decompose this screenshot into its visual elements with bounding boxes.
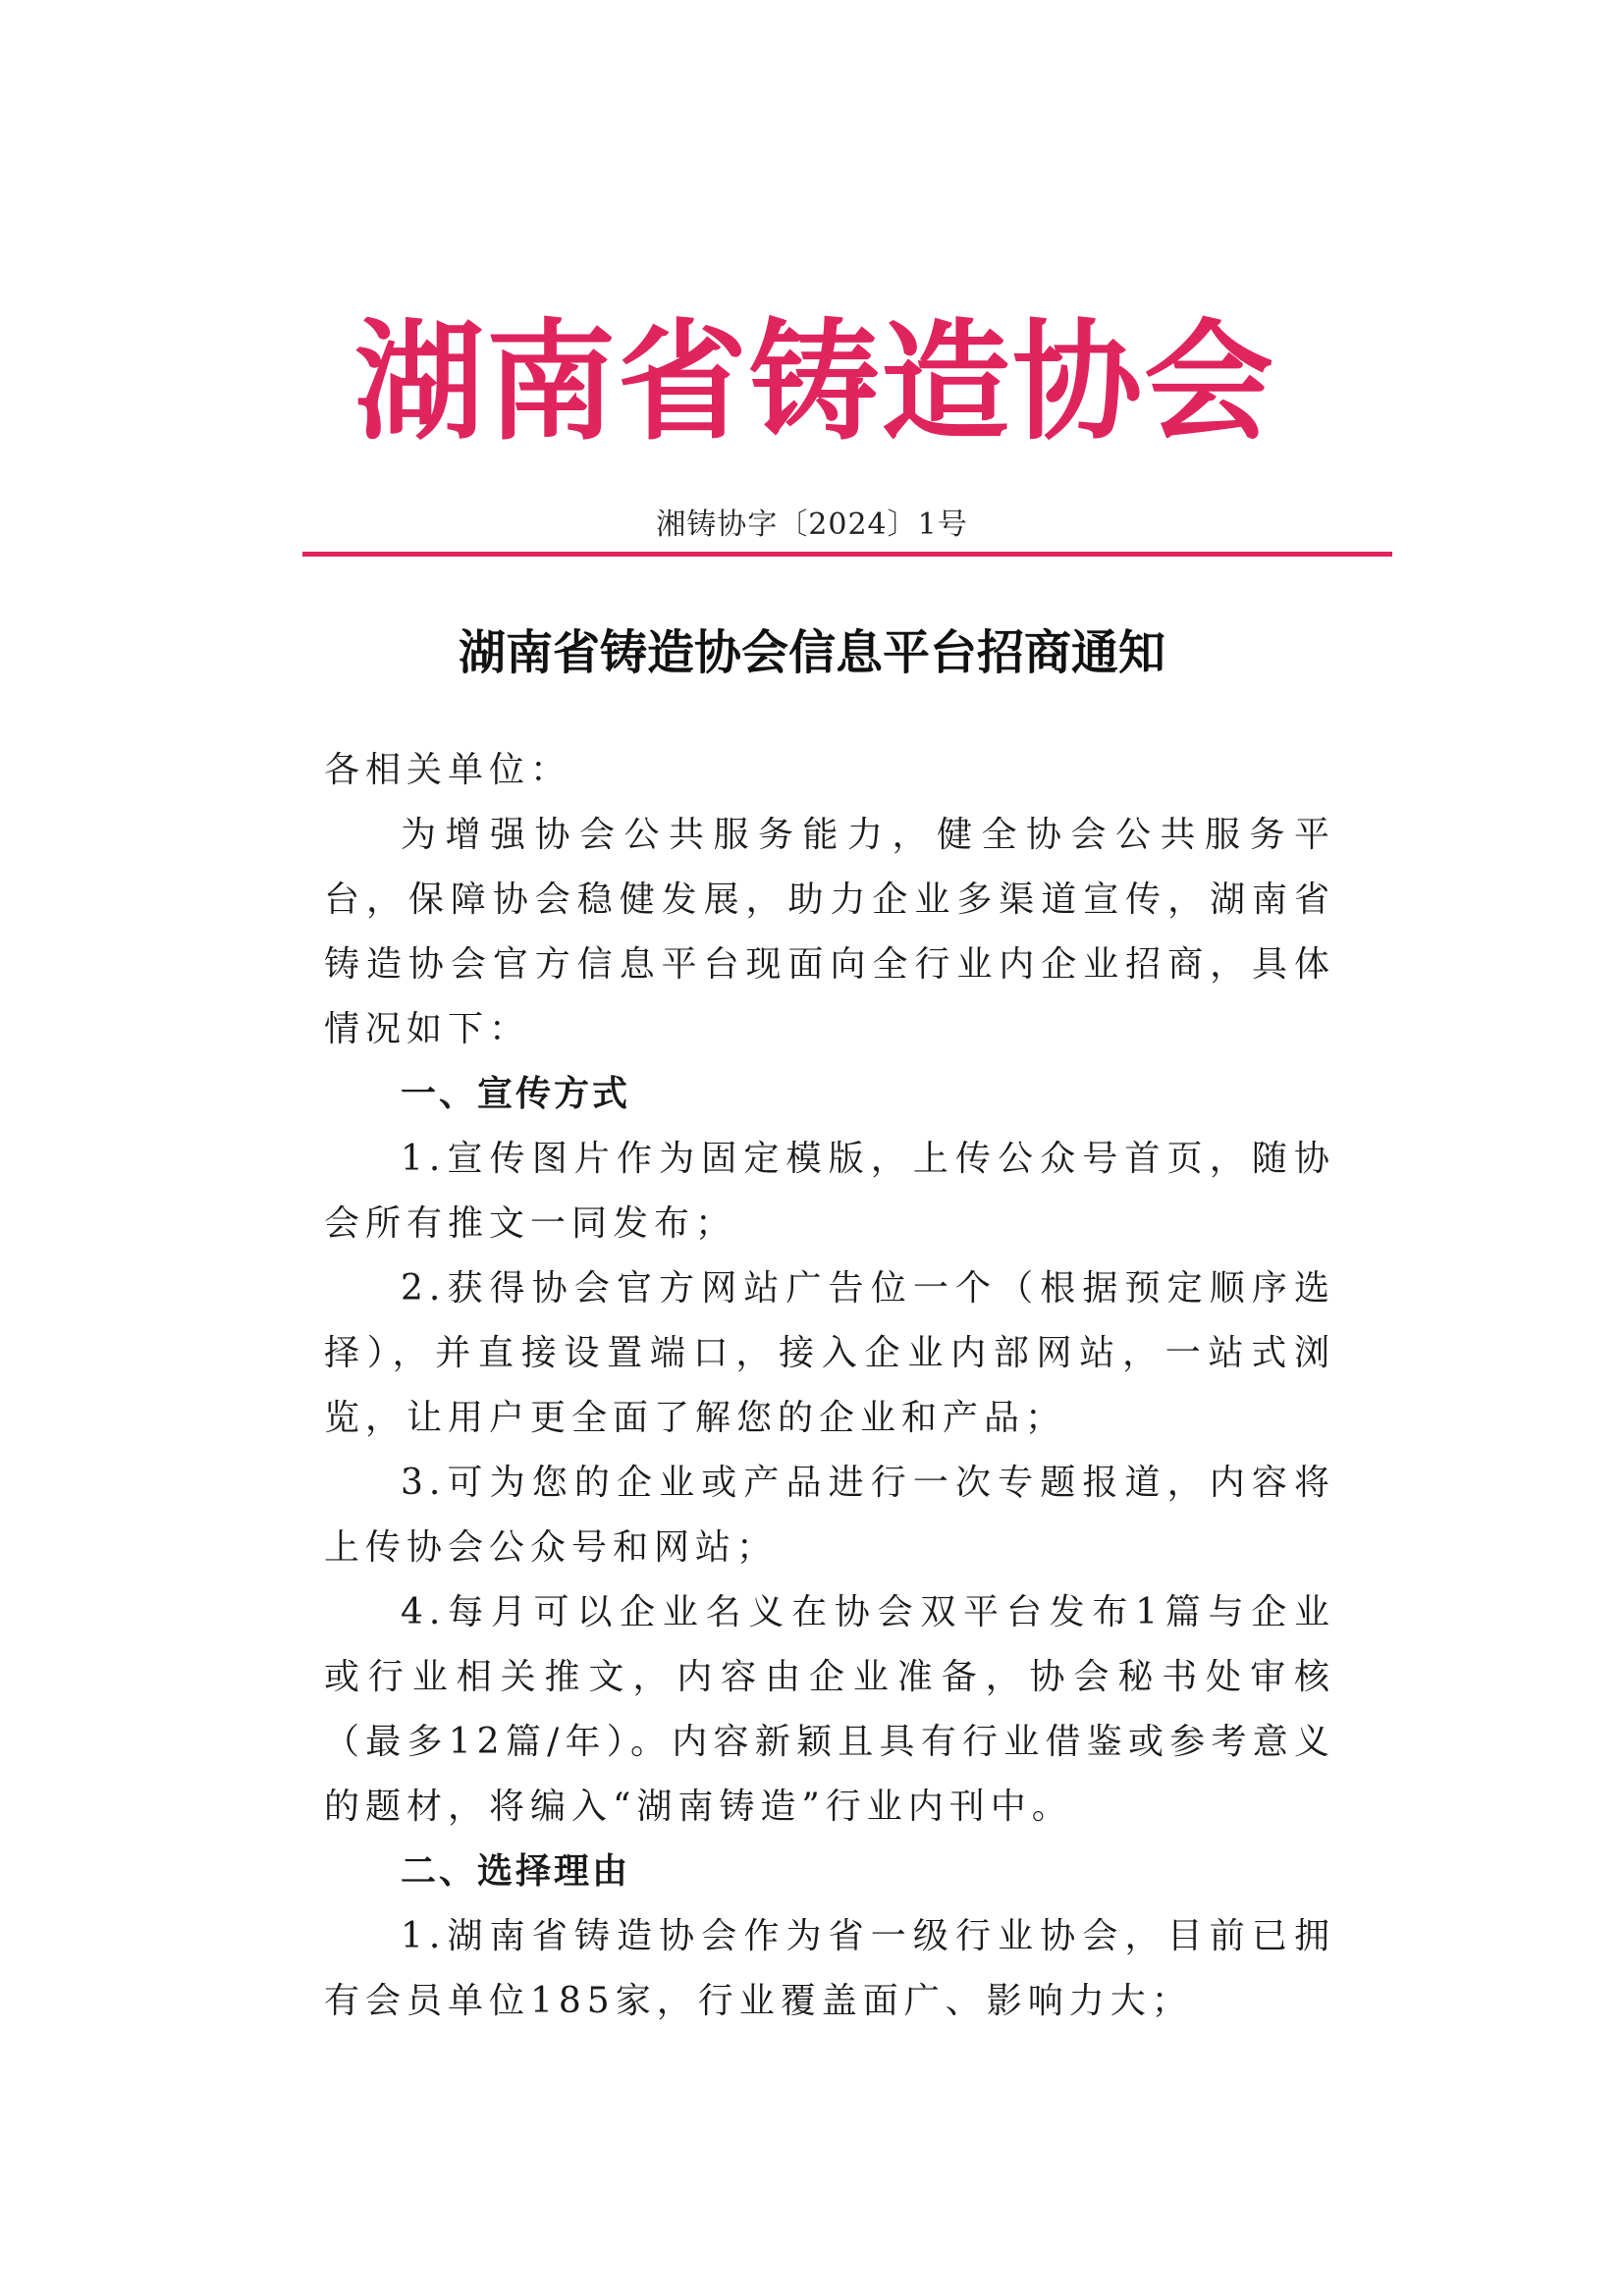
document-body [324,738,1335,2034]
section-1-heading: 一、宣传方式 [401,1074,631,1114]
salutation: 各相关单位： [324,750,572,790]
section-1-item-4: 4.每月可以企业名义在协会双平台发布1篇与企业或行业相关推文，内容由企业准备，协会秘书处审核（最多12篇/年）。内容新颖且具有行业借鉴或参考意义的题材，将编入“湖南铸造”行业内刊中。 [324,1592,1335,1827]
section-1-item-2: 2.获得协会官方网站广告位一个（根据预定顺序选择），并直接设置端口，接入企业内部网站，一站式浏览，让用户更全面了解您的企业和产品； [324,1268,1335,1438]
section-1-item-3: 3.可为您的企业或产品进行一次专题报道，内容将上传协会公众号和网站； [324,1463,1335,1568]
organization-masthead: 湖南省铸造协会 [354,307,1275,458]
section-2-heading: 二、选择理由 [401,1851,631,1892]
document-number: 湘铸协字〔2024〕1号 [656,507,968,542]
section-2-item-1: 1.湖南省铸造协会作为省一级行业协会，目前已拥有会员单位185家，行业覆盖面广、影响力大； [324,1916,1335,2021]
intro-paragraph: 为增强协会公共服务能力，健全协会公共服务平台，保障协会稳健发展，助力企业多渠道宣传，湖南省铸造协会官方信息平台现面向全行业内企业招商，具体情况如下： [324,815,1335,1049]
section-1-item-1: 1.宣传图片作为固定模版，上传公众号首页，随协会所有推文一同发布； [324,1139,1335,1244]
red-divider-rule [302,552,1392,557]
document-title: 湖南省铸造协会信息平台招商通知 [458,625,1165,680]
